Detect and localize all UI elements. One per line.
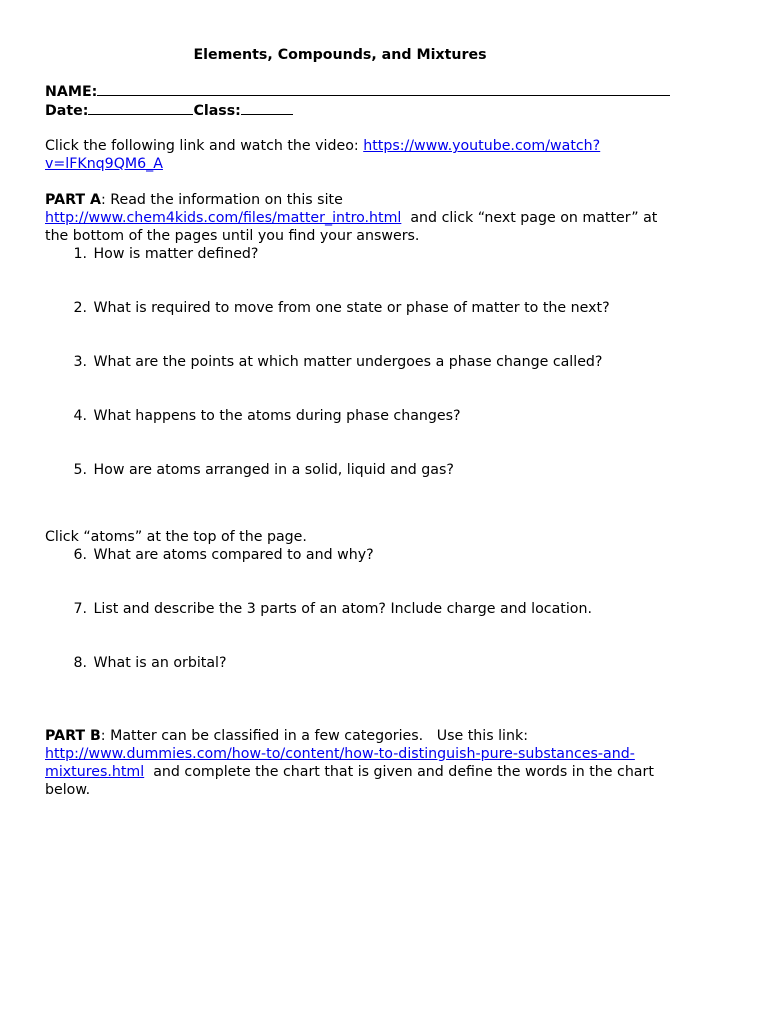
part-a-label: PART A [45,192,101,208]
part-b-link-line [45,745,635,763]
question-text: List and describe the 3 parts of an atom? Include charge and location. [93,601,592,617]
dummies-link-continued[interactable]: mixtures.html [45,764,145,780]
question-7 [45,600,592,618]
question-number: 1. [73,246,87,262]
question-text: How are atoms arranged in a solid, liquid and gas? [93,462,454,478]
question-text: How is matter defined? [93,246,259,262]
intro-text: Click the following link and watch the video: [45,138,364,154]
question-text: What is an orbital? [93,655,227,671]
question-6 [45,546,374,564]
question-4 [45,407,461,425]
date-blank[interactable] [88,101,193,115]
part-b-text: : Matter can be classified in a few categories. Use this link: [100,728,528,744]
intro-line-2 [45,155,163,173]
part-a-link-line [45,209,657,227]
question-8 [45,654,227,672]
question-3 [45,353,602,371]
question-text: What is required to move from one state or phase of matter to the next? [93,300,610,316]
part-b-text-2: and complete the chart that is given and define the words in the chart [144,764,654,780]
youtube-link-continued[interactable]: v=lFKnq9QM6_A [45,156,163,172]
chem4kids-link[interactable]: http://www.chem4kids.com/files/matter_intro.html [45,210,402,226]
question-number: 8. [73,655,87,671]
part-a-text-line-3: the bottom of the pages until you find your answers. [45,228,420,244]
name-row [45,82,670,101]
youtube-link[interactable]: https://www.youtube.com/watch? [363,138,601,154]
dummies-link[interactable]: http://www.dummies.com/how-to/content/how-to-distinguish-pure-substances-and- [45,746,635,762]
page-title: Elements, Compounds, and Mixtures [193,47,487,63]
part-a-text: : Read the information on this site [100,192,343,208]
question-number: 7. [73,601,87,617]
question-number: 4. [73,408,87,424]
name-label: NAME: [45,84,98,100]
question-1 [45,245,258,263]
question-number: 3. [73,354,87,370]
part-a-text-2: and click “next page on matter” at [401,210,658,226]
question-number: 6. [73,547,87,563]
question-text: What are atoms compared to and why? [93,547,374,563]
part-b-text-line-3: below. [45,782,91,798]
atoms-instruction: Click “atoms” at the top of the page. [45,529,307,545]
question-text: What are the points at which matter undergoes a phase change called? [93,354,603,370]
intro-line [45,137,600,155]
question-5 [45,461,454,479]
class-blank[interactable] [241,101,293,115]
date-label: Date: [45,103,89,119]
part-b-label: PART B [45,728,101,744]
part-a-heading [45,191,343,209]
date-class-row [45,101,293,120]
part-b-link-line-2 [45,763,654,781]
question-number: 2. [73,300,87,316]
question-2 [45,299,610,317]
question-text: What happens to the atoms during phase changes? [93,408,461,424]
class-label: Class: [193,103,241,119]
part-b-heading [45,727,528,745]
name-blank[interactable] [97,82,670,96]
question-number: 5. [73,462,87,478]
